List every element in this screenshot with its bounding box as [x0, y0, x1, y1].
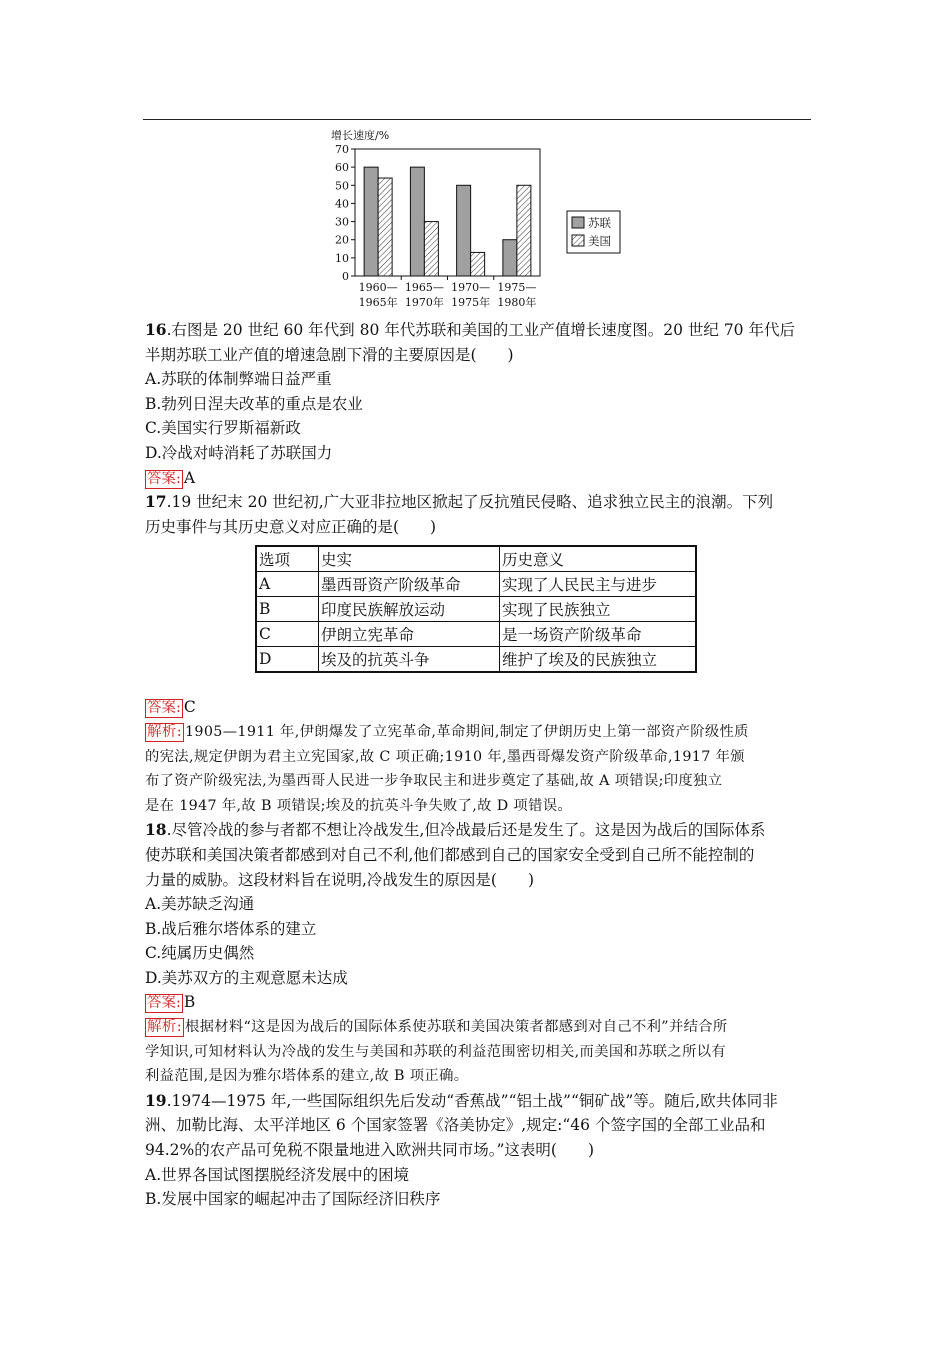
q19-line-1: 19.1974—1975 年,一些国际组织先后发动“香蕉战”“铝土战”“铜矿战”等。随后,欧共体同非: [145, 1090, 778, 1110]
table-row: [256, 647, 696, 673]
y-tick-label: 40: [335, 197, 349, 211]
y-axis-label: 增长速度/%: [331, 129, 390, 142]
q18-option-d: D.美苏双方的主观意愿未达成: [145, 968, 348, 987]
q18-option-c: C.纯属历史偶然: [145, 944, 255, 963]
bar-usa: [378, 178, 392, 276]
q17-line-2: 历史事件与其历史意义对应正确的是( ): [145, 517, 437, 536]
q17-analysis-line-1: 解析: 1905—1911 年,伊朗爆发了立宪革命,革命期间,制定了伊朗历史上第一部资产阶级性质: [147, 723, 749, 740]
y-tick-label: 10: [335, 251, 349, 265]
y-tick-label: 50: [335, 179, 349, 193]
q18-line-2: 使苏联和美国决策者都感到对自己不利,他们都感到自己的国家安全受到自己所不能控制的: [145, 845, 755, 864]
table-row: [256, 622, 696, 647]
analysis-tag: 解析:: [147, 723, 182, 740]
y-tick-label: 0: [342, 270, 349, 283]
q18-analysis-line-3: 利益范围,是因为雅尔塔体系的建立,故 B 项正确。: [145, 1068, 469, 1085]
bar-usa: [424, 222, 438, 276]
answer-tag: 答案:: [147, 700, 181, 717]
q18-answer: 答案: B: [147, 993, 196, 1012]
table-cell: 伊朗立宪革命: [319, 622, 500, 647]
table-header-cell: 选项: [256, 546, 319, 572]
y-tick-label: 20: [335, 233, 349, 247]
q16-option-c: C.美国实行罗斯福新政: [145, 419, 301, 438]
bar-ussr: [457, 185, 471, 276]
bar-usa: [471, 252, 485, 276]
q17-answer: 答案: C: [147, 698, 196, 717]
table-header-row: [256, 546, 696, 572]
q16-option-b: B.勃列日涅夫改革的重点是农业: [145, 394, 363, 413]
header-rule: [143, 119, 811, 120]
table-cell: D: [256, 647, 319, 673]
x-tick-label: 1980年: [497, 296, 537, 309]
analysis-tag: 解析:: [147, 1019, 182, 1036]
q19-option-a: A.世界各国试图摆脱经济发展中的困境: [145, 1165, 410, 1184]
table-row: [256, 572, 696, 597]
q17-analysis-line-4: 是在 1947 年,故 B 项错误;埃及的抗英斗争失败了,故 D 项错误。: [145, 797, 573, 814]
q17-line-1: 17.19 世纪末 20 世纪初,广大亚非拉地区掀起了反抗殖民侵略、追求独立民主的浪潮。下列: [145, 492, 774, 512]
table-cell: 实现了人民民主与进步: [500, 572, 697, 597]
table-row: [256, 597, 696, 622]
q18-analysis-line-2: 学知识,可知材料认为冷战的发生与美国和苏联的利益范围密切相关,而美国和苏联之所以有: [145, 1043, 727, 1060]
q19-line-3: 94.2%的农产品可免税不限量地进入欧洲共同市场。”这表明( ): [145, 1141, 595, 1160]
answer-tag: 答案:: [147, 470, 181, 487]
x-tick-label: 1960—: [358, 281, 398, 294]
q17-analysis-line-2: 的宪法,规定伊朗为君主立宪国家,故 C 项正确;1910 年,墨西哥爆发资产阶级革命,1917 年颁: [145, 748, 745, 765]
table-cell: 是一场资产阶级革命: [500, 622, 697, 647]
question-content: [145, 318, 813, 1212]
q17-analysis-line-3: 布了资产阶级宪法,为墨西哥人民进一步争取民主和进步奠定了基础,故 A 项错误;印度独立: [145, 773, 723, 790]
table-cell: 维护了埃及的民族独立: [500, 647, 697, 673]
table-cell: 实现了民族独立: [500, 597, 697, 622]
table-cell: 墨西哥资产阶级革命: [319, 572, 500, 597]
y-tick-label: 70: [335, 143, 349, 156]
table-cell: B: [256, 597, 319, 622]
legend-swatch: [572, 217, 584, 228]
x-tick-label: 1975年: [451, 296, 491, 309]
q19-line-2: 洲、加勒比海、太平洋地区 6 个国家签署《洛美协定》,规定:“46 个签字国的全部工业品和: [145, 1116, 766, 1135]
q17-options-table: [255, 545, 697, 673]
y-tick-label: 60: [335, 161, 349, 175]
table-header-cell: 历史意义: [500, 546, 697, 572]
q18-option-b: B.战后雅尔塔体系的建立: [145, 919, 317, 938]
legend-swatch: [572, 235, 584, 246]
answer-tag: 答案:: [147, 995, 181, 1012]
x-tick-label: 1975—: [497, 281, 537, 294]
table-cell: 印度民族解放运动: [319, 597, 500, 622]
q18-option-a: A.美苏缺乏沟通: [145, 895, 255, 914]
legend-label: 美国: [588, 234, 611, 248]
q16-line-1: 16.右图是 20 世纪 60 年代到 80 年代苏联和美国的工业产值增长速度图。20 世纪 70 年代后: [145, 320, 795, 339]
q16-option-d: D.冷战对峙消耗了苏联国力: [145, 443, 333, 462]
q16-option-a: A.苏联的体制弊端日益严重: [145, 370, 332, 389]
bar-ussr: [410, 167, 424, 276]
q19-option-b: B.发展中国家的崛起冲击了国际经济旧秩序: [145, 1190, 441, 1209]
x-tick-label: 1970年: [404, 296, 444, 309]
table-cell: A: [256, 572, 319, 597]
legend-label: 苏联: [588, 216, 611, 230]
x-tick-label: 1965—: [404, 281, 444, 294]
bar-ussr: [503, 240, 517, 276]
bar-usa: [517, 185, 531, 276]
q18-line-3: 力量的威胁。这段材料旨在说明,冷战发生的原因是( ): [145, 870, 535, 889]
table-cell: 埃及的抗英斗争: [319, 647, 500, 673]
q18-line-1: 18.尽管冷战的参与者都不想让冷战发生,但冷战最后还是发生了。这是因为战后的国际体系: [145, 820, 766, 840]
x-tick-label: 1970—: [451, 281, 491, 294]
q16-answer: 答案: A: [147, 468, 196, 487]
bar-ussr: [364, 167, 378, 276]
table-cell: C: [256, 622, 319, 647]
x-tick-label: 1965年: [358, 296, 398, 309]
industrial-growth-bar-chart: [320, 124, 630, 316]
q16-line-2: 半期苏联工业产值的增速急剧下滑的主要原因是( ): [145, 345, 514, 364]
q18-analysis-line-1: 解析: 根据材料“这是因为战后的国际体系使苏联和美国决策者都感到对自己不利”并结合所: [147, 1019, 728, 1036]
table-header-cell: 史实: [319, 546, 500, 572]
y-tick-label: 30: [335, 215, 349, 229]
